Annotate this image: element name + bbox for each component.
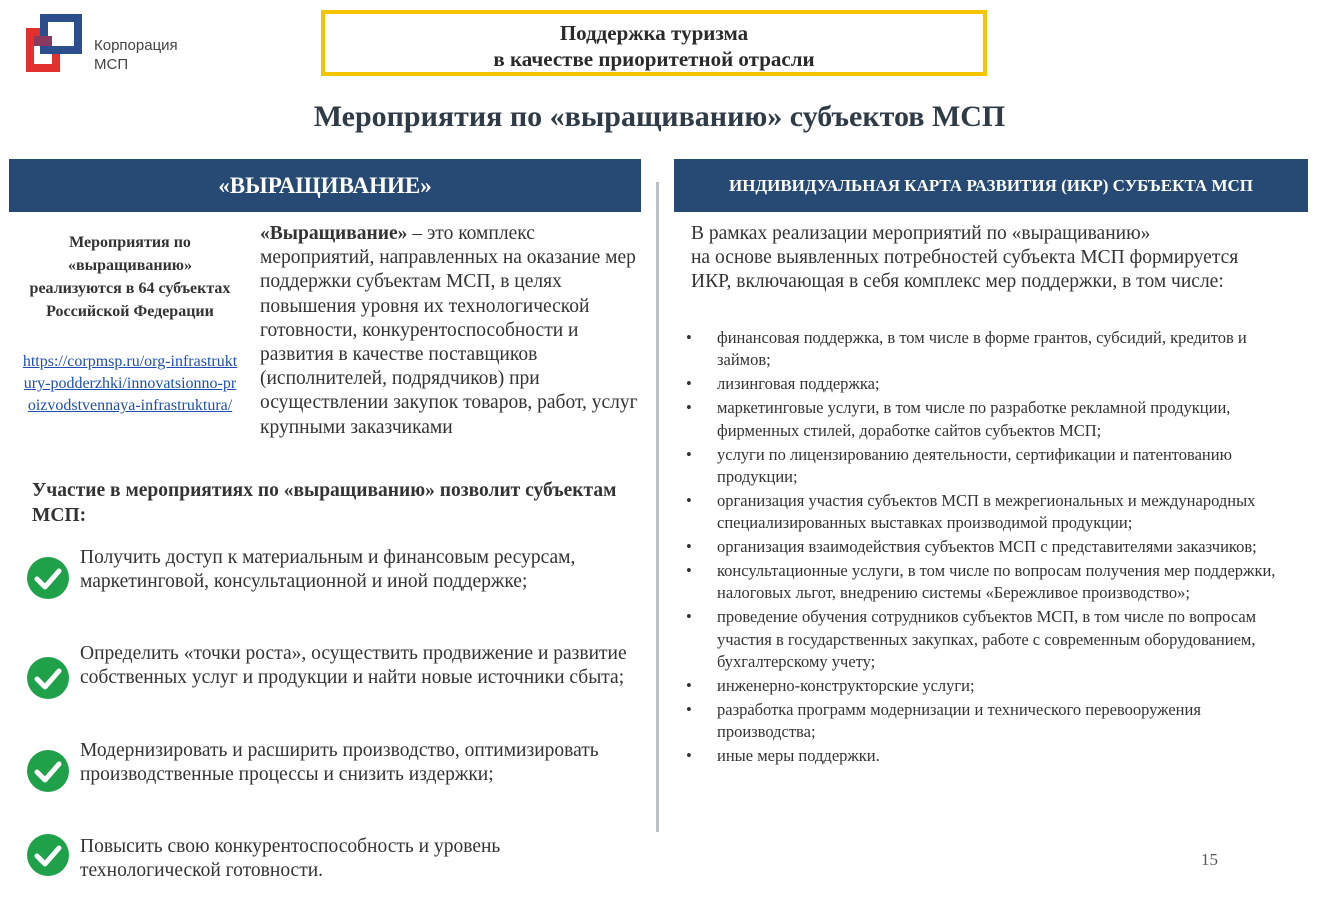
list-item bbox=[686, 675, 1286, 697]
bullet-icon: • bbox=[686, 607, 692, 627]
bullet-icon: • bbox=[686, 537, 692, 557]
list-item bbox=[686, 373, 1286, 395]
logo-line-2: МСП bbox=[94, 56, 129, 73]
measure-text: организация взаимодействия субъектов МСП с представителями заказчиков; bbox=[717, 537, 1257, 557]
logo-line-1: Корпорация bbox=[94, 37, 178, 54]
measure-text: услуги по лицензированию деятельности, сертификации и патентованию продукции; bbox=[717, 444, 1232, 486]
bullet-icon: • bbox=[686, 374, 692, 394]
measure-text: иные меры поддержки. bbox=[717, 746, 880, 766]
definition-text: – это комплекс мероприятий, направленных на оказание мер поддержки субъектам МСП, в целях повышения уровня их технологической готовности, конкурентоспособности и развития в качестве поставщиков (исполнителей, подрядчиков) при осуществлении закупок товаров, работ, услуг крупными заказчиками bbox=[260, 223, 638, 438]
support-measures-list bbox=[686, 327, 1286, 769]
bullet-icon: • bbox=[686, 398, 692, 418]
page-number: 15 bbox=[1201, 850, 1218, 869]
ikr-intro-line: ИКР, включающая в себя комплекс мер поддержки, в том числе: bbox=[691, 271, 1224, 292]
measure-text: маркетинговые услуги, в том числе по разработке рекламной продукции, фирменных стилей, доработке сайтов субъектов МСП; bbox=[717, 398, 1231, 440]
list-item bbox=[686, 327, 1286, 372]
column-divider bbox=[656, 182, 659, 832]
participation-heading: Участие в мероприятиях по «выращиванию» позволит субъектам МСП: bbox=[32, 480, 617, 526]
measure-text: лизинговая поддержка; bbox=[717, 374, 880, 394]
bullet-icon: • bbox=[686, 444, 692, 464]
definition-paragraph bbox=[260, 222, 645, 440]
list-item bbox=[686, 536, 1286, 558]
banner-line-1: Поддержка туризма bbox=[559, 21, 749, 45]
measure-text: проведение обучения сотрудников субъектов МСП, в том числе по вопросам участия в государственных закупках, работе с современным оборудованием, бухгалтерскому учету; bbox=[717, 607, 1257, 671]
benefit-text: Получить доступ к материальным и финансовым ресурсам, маркетинговой, консультационной и иной поддержке; bbox=[80, 547, 576, 592]
page-title: Мероприятия по «выращиванию» субъектов МСП bbox=[313, 100, 1006, 133]
infrastructure-link[interactable]: https://corpmsp.ru/org-infrastruktury-podderzhki/innovatsionno-proizvodstvennaya-infrastruktura/ bbox=[22, 353, 238, 414]
ikr-intro-line: на основе выявленных потребностей субъекта МСП формируется bbox=[691, 247, 1239, 268]
regions-note: Мероприятия по «выращиванию» реализуются в 64 субъектах Российской Федерации bbox=[29, 234, 231, 320]
ikr-intro bbox=[691, 222, 1311, 294]
measure-text: разработка программ модернизации и технического перевооружения производства; bbox=[717, 699, 1201, 742]
list-item bbox=[686, 606, 1286, 673]
check-circle-icon bbox=[26, 833, 70, 877]
list-item bbox=[686, 560, 1286, 605]
measure-text: финансовая поддержка, в том числе в форме грантов, субсидий, кредитов и займов; bbox=[717, 328, 1247, 370]
ikr-intro-line: В рамках реализации мероприятий по «выращиванию» bbox=[691, 223, 1151, 244]
definition-term: «Выращивание» bbox=[260, 223, 408, 244]
list-item bbox=[686, 397, 1286, 442]
check-circle-icon bbox=[26, 556, 70, 600]
list-item bbox=[686, 699, 1286, 744]
logo-text bbox=[94, 36, 178, 74]
measure-text: консультационные услуги, в том числе по вопросам получения мер поддержки, налоговых льгот, внедрению системы «Бережливое производство»; bbox=[717, 561, 1276, 603]
list-item bbox=[686, 745, 1286, 767]
benefit-text: Повысить свою конкурентоспособность и уровень технологической готовности. bbox=[80, 836, 501, 881]
benefit-text: Модернизировать и расширить производство, оптимизировать производственные процессы и снизить издержки; bbox=[80, 740, 599, 785]
topic-banner bbox=[321, 10, 987, 76]
list-item bbox=[686, 444, 1286, 489]
benefit-text: Определить «точки роста», осуществить продвижение и развитие собственных услуг и продукции и найти новые источники сбыта; bbox=[80, 643, 627, 688]
measure-text: организация участия субъектов МСП в межрегиональных и международных специализированных выставках производимой продукции; bbox=[717, 490, 1256, 533]
measure-text: инженерно-конструкторские услуги; bbox=[717, 675, 975, 695]
logo-mark-icon bbox=[22, 12, 86, 76]
bullet-icon: • bbox=[686, 490, 692, 510]
right-section-header: ИНДИВИДУАЛЬНАЯ КАРТА РАЗВИТИЯ (ИКР) СУБЪЕКТА МСП bbox=[674, 159, 1308, 212]
bullet-icon: • bbox=[686, 746, 692, 766]
banner-line-2: в качестве приоритетной отрасли bbox=[493, 47, 815, 71]
logo bbox=[22, 12, 222, 76]
bullet-icon: • bbox=[686, 561, 692, 581]
check-circle-icon bbox=[26, 749, 70, 793]
bullet-icon: • bbox=[686, 699, 692, 719]
left-section-header: «ВЫРАЩИВАНИЕ» bbox=[9, 159, 641, 212]
bullet-icon: • bbox=[686, 328, 692, 347]
bullet-icon: • bbox=[686, 675, 692, 695]
list-item bbox=[686, 490, 1286, 535]
check-circle-icon bbox=[26, 656, 70, 700]
